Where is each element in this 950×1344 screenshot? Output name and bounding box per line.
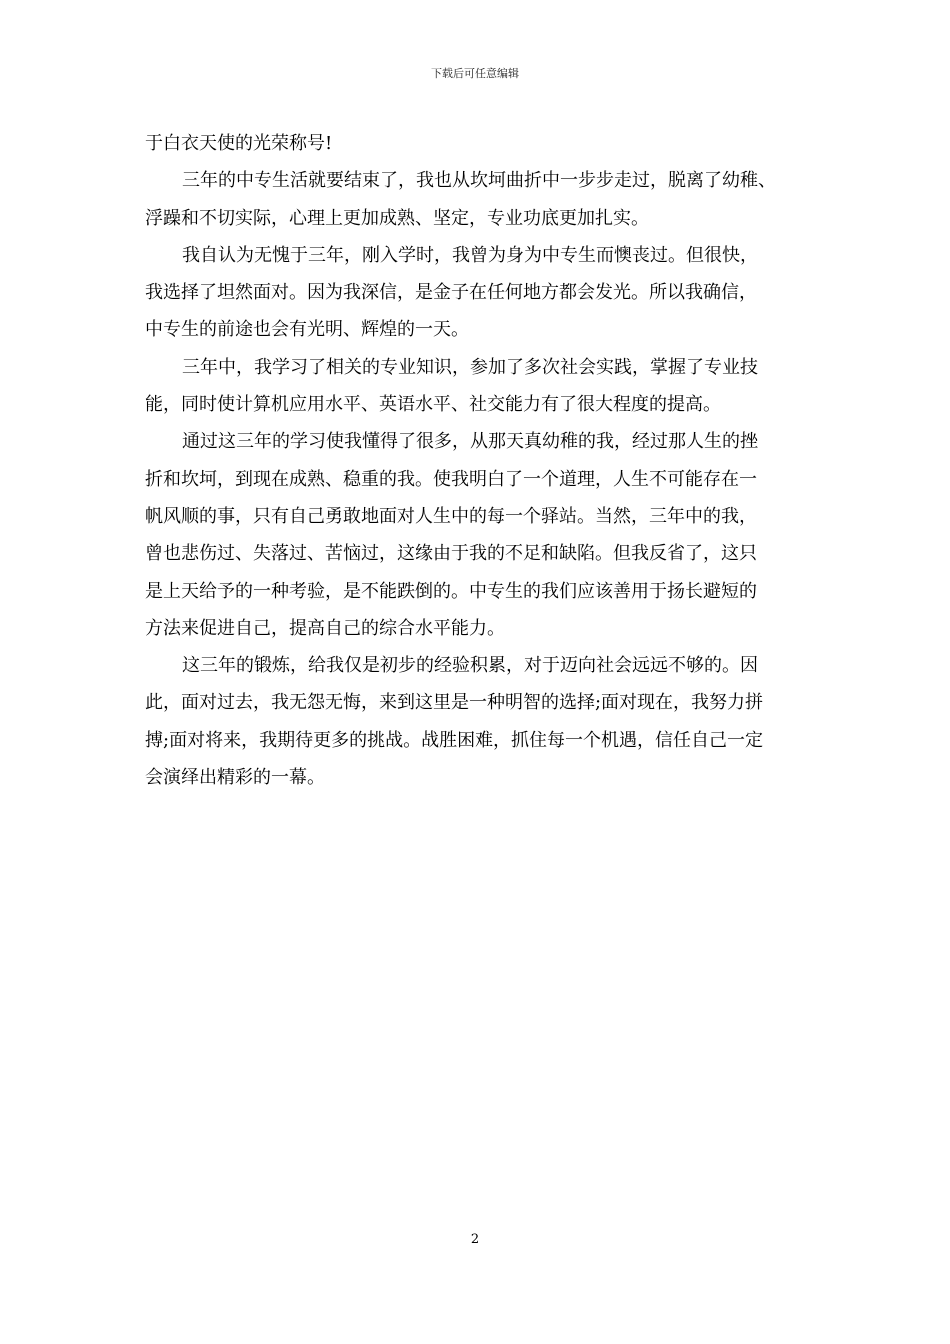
text-line: 方法来促进自己，提高自己的综合水平能力。 (145, 617, 505, 639)
text-line: 我选择了坦然面对。因为我深信，是金子在任何地方都会发光。所以我确信， (145, 282, 757, 304)
text-line: 会演绎出精彩的一幕。 (145, 767, 325, 789)
text-line: 于白衣天使的光荣称号! (145, 133, 333, 154)
text-line: 这三年的锻炼，给我仅是初步的经验积累，对于迈向社会远远不够的。因 (182, 655, 758, 677)
text-line: 三年的中专生活就要结束了，我也从坎坷曲折中一步步走过，脱离了幼稚、 (182, 170, 776, 192)
document-body (145, 125, 807, 796)
text-line: 通过这三年的学习使我懂得了很多，从那天真幼稚的我，经过那人生的挫 (182, 431, 758, 453)
text-line: 折和坎坷，到现在成熟、稳重的我。使我明白了一个道理，人生不可能存在一 (145, 468, 757, 490)
text-line: 能，同时使计算机应用水平、英语水平、社交能力有了很大程度的提高。 (145, 394, 721, 416)
text-line: 三年中，我学习了相关的专业知识，参加了多次社会实践，掌握了专业技 (182, 356, 758, 378)
text-line: 浮躁和不切实际，心理上更加成熟、坚定，专业功底更加扎实。 (145, 207, 649, 229)
text-line: 此，面对过去，我无怨无悔，来到这里是一种明智的选择;面对现在，我努力拼 (145, 692, 764, 714)
page-header: 下载后可任意编辑 (431, 67, 519, 80)
text-line: 中专生的前途也会有光明、辉煌的一天。 (145, 319, 469, 341)
text-line: 帆风顺的事，只有自己勇敢地面对人生中的每一个驿站。当然，三年中的我， (145, 505, 757, 527)
text-line: 曾也悲伤过、失落过、苦恼过，这缘由于我的不足和缺陷。但我反省了，这只 (145, 543, 757, 565)
text-line: 是上天给予的一种考验，是不能跌倒的。中专生的我们应该善用于扬长避短的 (145, 580, 757, 602)
text-line: 我自认为无愧于三年，刚入学时，我曾为身为中专生而懊丧过。但很快， (182, 244, 758, 266)
page-number: 2 (470, 1232, 480, 1247)
text-line: 搏;面对将来，我期待更多的挑战。战胜困难，抓住每一个机遇，信任自己一定 (145, 729, 764, 751)
